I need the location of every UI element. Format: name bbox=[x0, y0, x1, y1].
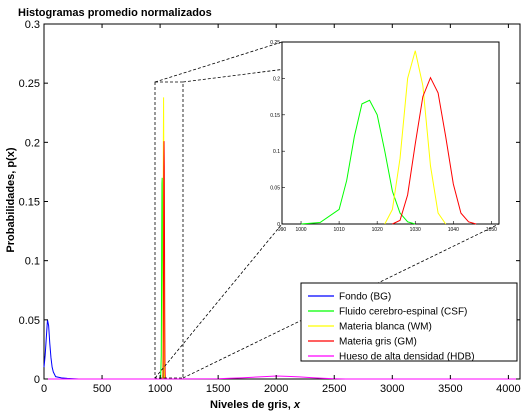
y-tick-label: 0.05 bbox=[18, 314, 40, 327]
inset-y-tick-label: 0.15 bbox=[270, 112, 280, 119]
inset-x-tick-label: 1010 bbox=[333, 227, 345, 233]
x-tick-label: 2500 bbox=[322, 383, 347, 395]
inset-plot-area bbox=[282, 42, 499, 224]
y-axis-label: Probabilidades, p(x) bbox=[5, 147, 17, 253]
x-tick-label: 2000 bbox=[263, 383, 289, 395]
inset-x-tick-label: 990 bbox=[277, 227, 287, 233]
y-tick-label: 0.3 bbox=[24, 19, 40, 31]
inset-y-tick-label: 0 bbox=[277, 222, 280, 228]
inset-y-tick-label: 0.25 bbox=[270, 40, 280, 46]
x-tick-label: 1500 bbox=[205, 383, 231, 395]
inset-y-tick-label: 0.2 bbox=[273, 76, 280, 83]
legend-label: Hueso de alta densidad (HDB) bbox=[339, 351, 475, 363]
x-tick-label: 4000 bbox=[496, 383, 521, 395]
legend-label: Materia gris (GM) bbox=[339, 336, 417, 348]
x-tick-label: 3000 bbox=[380, 383, 405, 395]
y-tick-label: 0.1 bbox=[24, 255, 40, 268]
inset-x-tick-label: 1030 bbox=[409, 227, 421, 233]
y-tick-label: 0.15 bbox=[18, 196, 40, 209]
inset-x-tick-label: 1020 bbox=[371, 227, 383, 233]
x-tick-label: 3500 bbox=[438, 383, 463, 395]
inset-x-tick-label: 1000 bbox=[295, 227, 307, 233]
inset-x-tick-label: 1050 bbox=[485, 227, 497, 233]
y-tick-label: 0 bbox=[33, 374, 40, 386]
legend-label: Materia blanca (WM) bbox=[339, 321, 432, 333]
inset-x-tick-label: 1040 bbox=[447, 227, 459, 233]
x-tick-label: 500 bbox=[92, 383, 112, 395]
inset-y-tick-label: 0.05 bbox=[270, 185, 280, 192]
legend bbox=[301, 283, 517, 363]
legend-label: Fluido cerebro-espinal (CSF) bbox=[339, 306, 468, 318]
inset-y-tick-label: 0.1 bbox=[273, 149, 280, 156]
x-axis-label: Niveles de gris, x bbox=[210, 399, 300, 411]
x-tick-label: 1000 bbox=[147, 383, 173, 395]
x-tick-label: 0 bbox=[40, 383, 48, 395]
y-tick-label: 0.25 bbox=[18, 78, 40, 91]
y-tick-label: 0.2 bbox=[24, 137, 40, 150]
chart-title: Histogramas promedio normalizados bbox=[18, 7, 212, 19]
legend-label: Fondo (BG) bbox=[339, 291, 392, 303]
